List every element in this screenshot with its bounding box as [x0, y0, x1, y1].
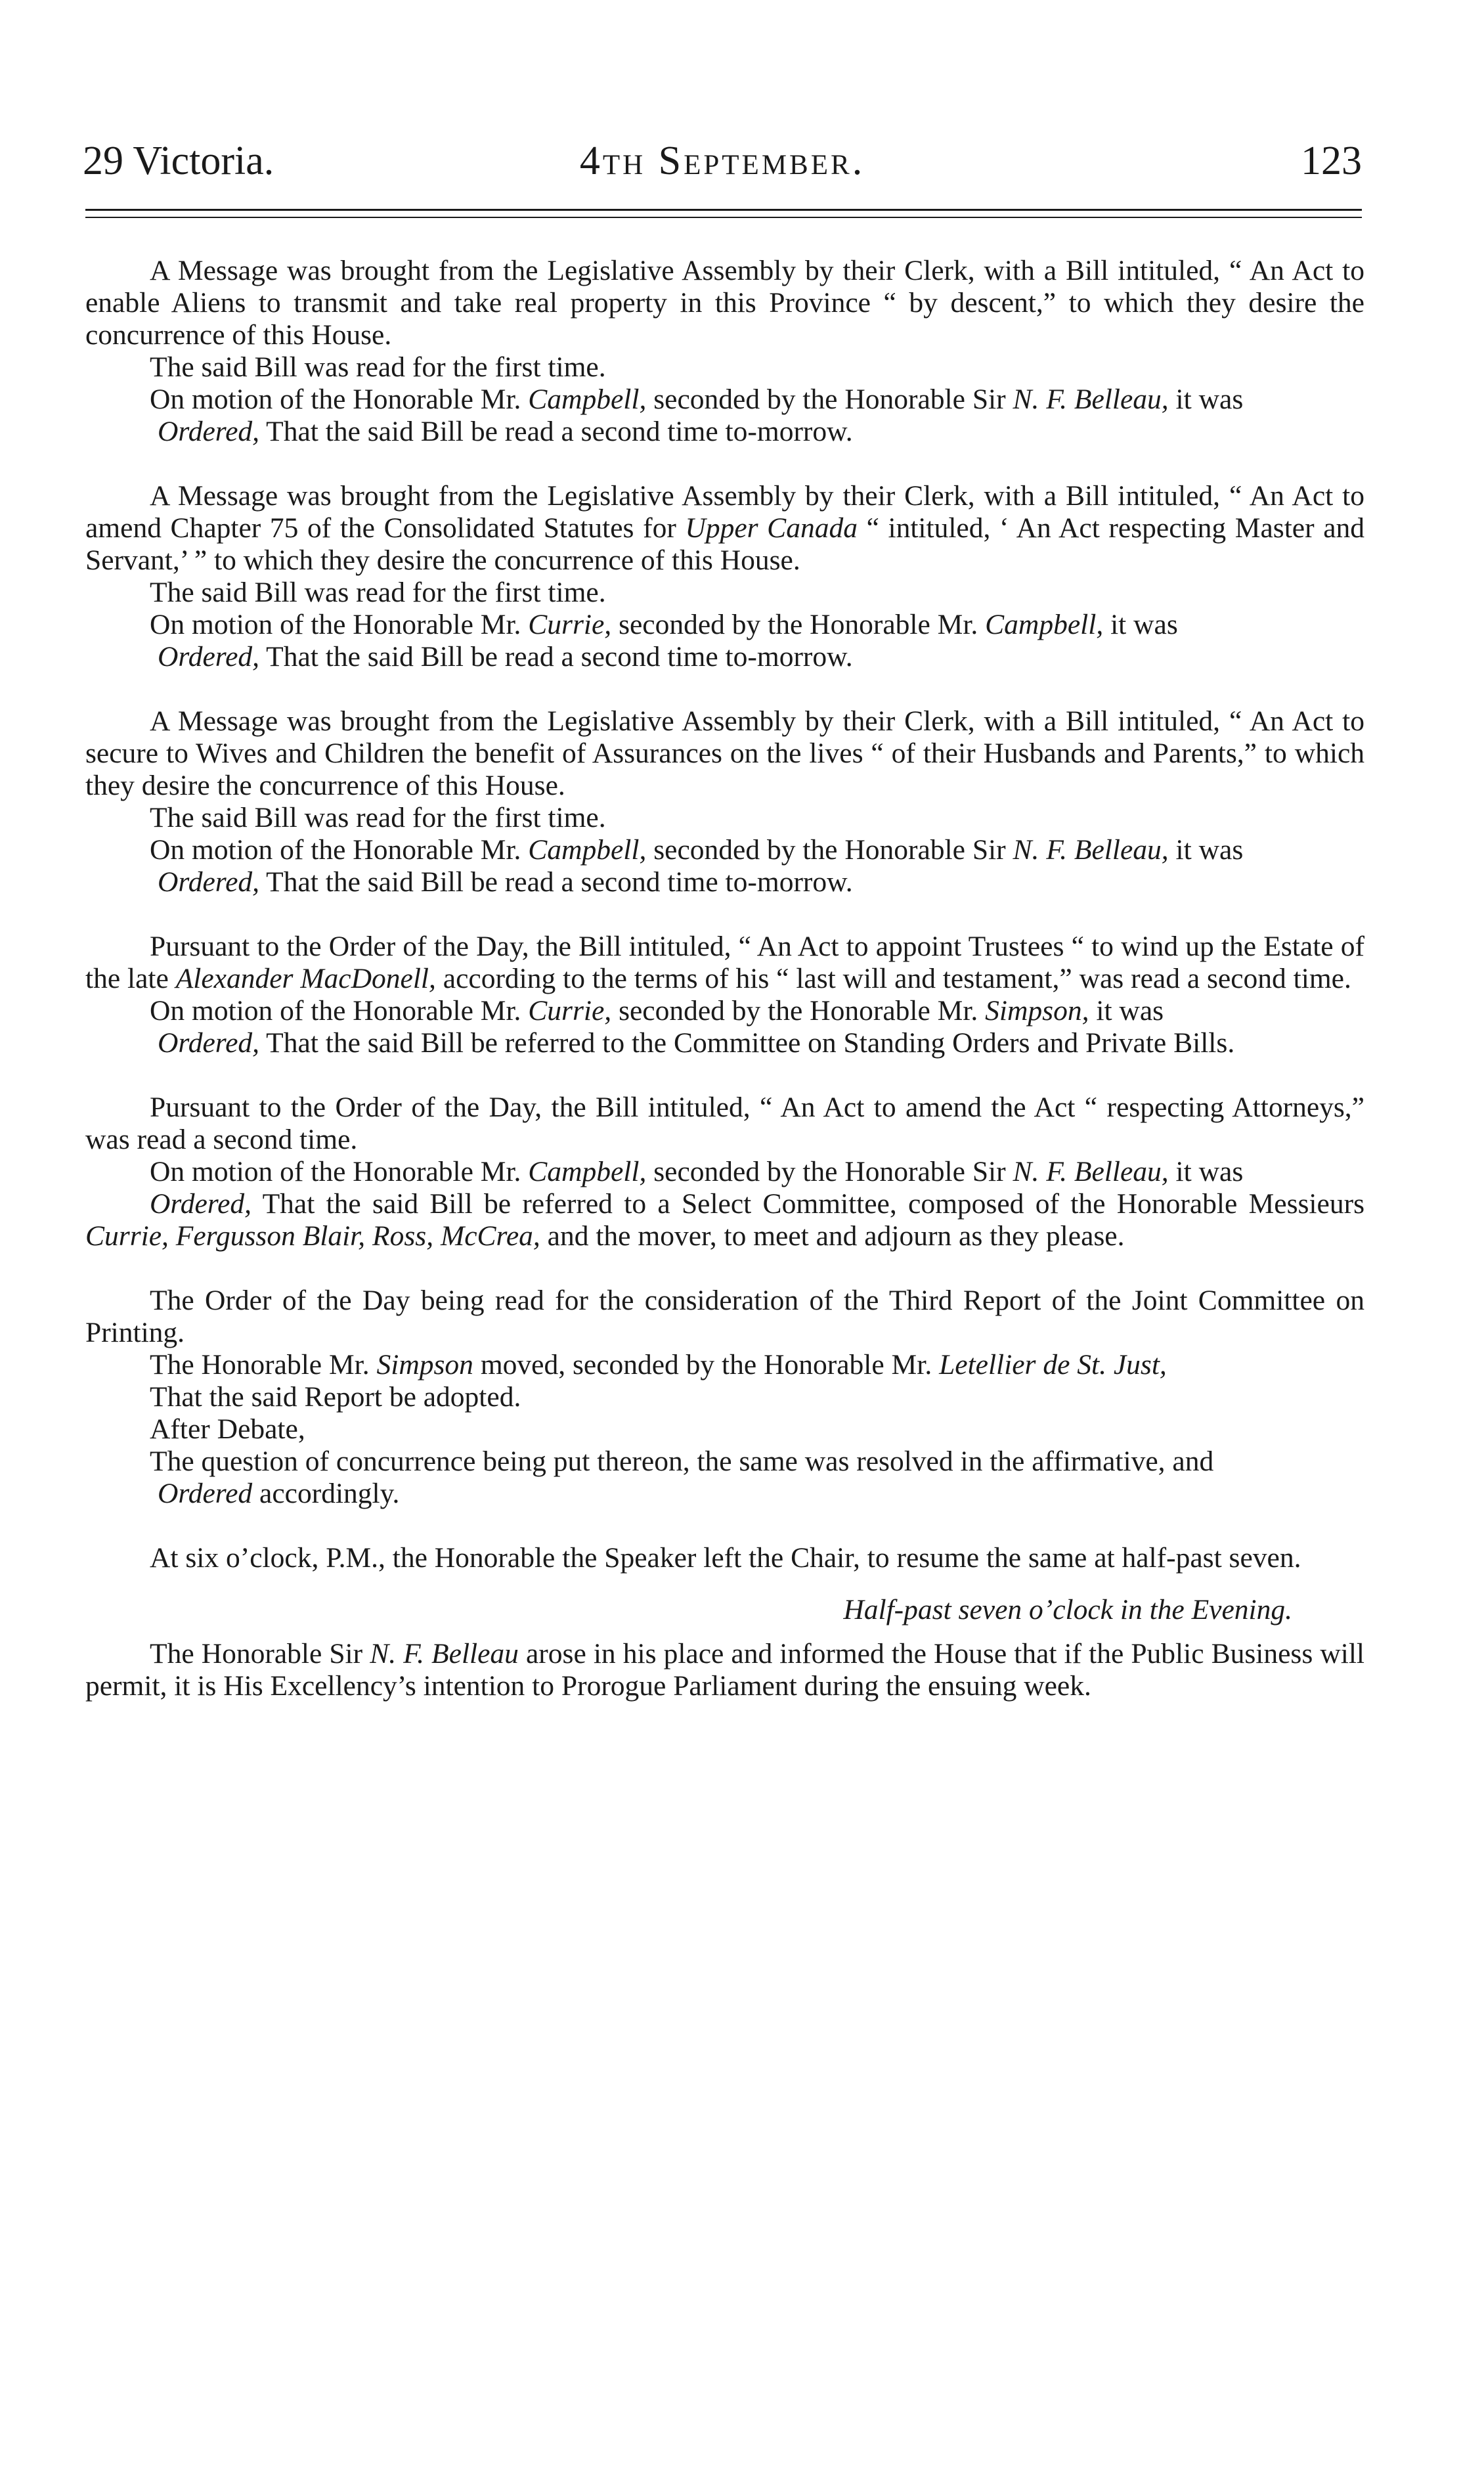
- order: Ordered, That the said Bill be read a second time to-morrow.: [158, 866, 853, 898]
- order: Ordered accordingly.: [158, 1478, 400, 1509]
- first-reading: The said Bill was read for the first time.: [150, 577, 606, 608]
- header-rule-thin: [85, 217, 1362, 218]
- motion: On motion of the Honorable Mr. Campbell, seconded by the Honorable Sir N. F. Belleau, it was: [150, 1156, 1244, 1187]
- motion: On motion of the Honorable Mr. Currie, seconded by the Honorable Mr. Campbell, it was: [150, 609, 1178, 640]
- message-assurances-bill: A Message was brought from the Legislative Assembly by their Clerk, with a Bill intituled, “ An Act to secure to Wives and Children the benefit of Assurances on the lives “ of their Husbands and Parents,” to which they desire the concurrence of this House.: [85, 705, 1364, 801]
- motion: On motion of the Honorable Mr. Currie, seconded by the Honorable Mr. Simpson, it was: [150, 995, 1164, 1027]
- debate-note: After Debate,: [150, 1413, 305, 1445]
- question-result: The question of concurrence being put thereon, the same was resolved in the affirmative, and: [150, 1446, 1214, 1477]
- second-reading-trustees-bill: Pursuant to the Order of the Day, the Bill intituled, “ An Act to appoint Trustees “ to wind up the Estate of the late Alexander MacDonell, according to the terms of his “ last will and testament,” was read a second time.: [85, 931, 1364, 994]
- header-date: 4th September.: [579, 139, 865, 183]
- running-header: [83, 131, 1362, 190]
- order-select-committee: Ordered, That the said Bill be referred to a Select Committee, composed of the Honorable Messieurs Currie, Fergusson Blair, Ross, McCrea, and the mover, to meet and adjourn as they please.: [85, 1188, 1364, 1252]
- order: Ordered, That the said Bill be referred to the Committee on Standing Orders and Private Bills.: [158, 1027, 1235, 1059]
- resolution: That the said Report be adopted.: [150, 1381, 521, 1413]
- first-reading: The said Bill was read for the first time.: [150, 351, 606, 383]
- second-reading-attorneys-bill: Pursuant to the Order of the Day, the Bill intituled, “ An Act to amend the Act “ respecting Attorneys,” was read a second time.: [85, 1092, 1364, 1155]
- motion: The Honorable Mr. Simpson moved, seconded by the Honorable Mr. Letellier de St. Just,: [150, 1349, 1167, 1381]
- header-rule: [85, 209, 1362, 211]
- page-number: 123: [1301, 139, 1362, 183]
- message-master-servant-bill: A Message was brought from the Legislative Assembly by their Clerk, with a Bill intituled, “ An Act to amend Chapter 75 of the Consolidated Statutes for Upper Canada “ intituled, ‘ An Act respecting Master and Servant,’ ” to which they desire the concurrence of this House.: [85, 480, 1364, 576]
- motion: On motion of the Honorable Mr. Campbell, seconded by the Honorable Sir N. F. Belleau, it was: [150, 834, 1244, 866]
- message-aliens-bill: A Message was brought from the Legislative Assembly by their Clerk, with a Bill intituled, “ An Act to enable Aliens to transmit and take real property in this Province “ by descent,” to which they desire the concurrence of this House.: [85, 255, 1364, 351]
- first-reading: The said Bill was read for the first time.: [150, 802, 606, 833]
- order: Ordered, That the said Bill be read a second time to-morrow.: [158, 416, 853, 447]
- speaker-left-chair: At six o’clock, P.M., the Honorable the Speaker left the Chair, to resume the same at half-past seven.: [150, 1542, 1301, 1574]
- header-regnal-year: 29 Victoria.: [83, 139, 274, 183]
- order-of-day-printing-report: The Order of the Day being read for the consideration of the Third Report of the Joint Committee on Printing.: [85, 1285, 1364, 1348]
- prorogation-notice: The Honorable Sir N. F. Belleau arose in his place and informed the House that if the Public Business will permit, it is His Excellency’s intention to Prorogue Parliament during the ensuing week.: [85, 1638, 1365, 1702]
- journal-body: [85, 255, 1364, 1702]
- evening-time-heading: Half-past seven o’clock in the Evening.: [843, 1594, 1292, 1625]
- motion: On motion of the Honorable Mr. Campbell, seconded by the Honorable Sir N. F. Belleau, it was: [150, 384, 1244, 415]
- order: Ordered, That the said Bill be read a second time to-morrow.: [158, 641, 853, 673]
